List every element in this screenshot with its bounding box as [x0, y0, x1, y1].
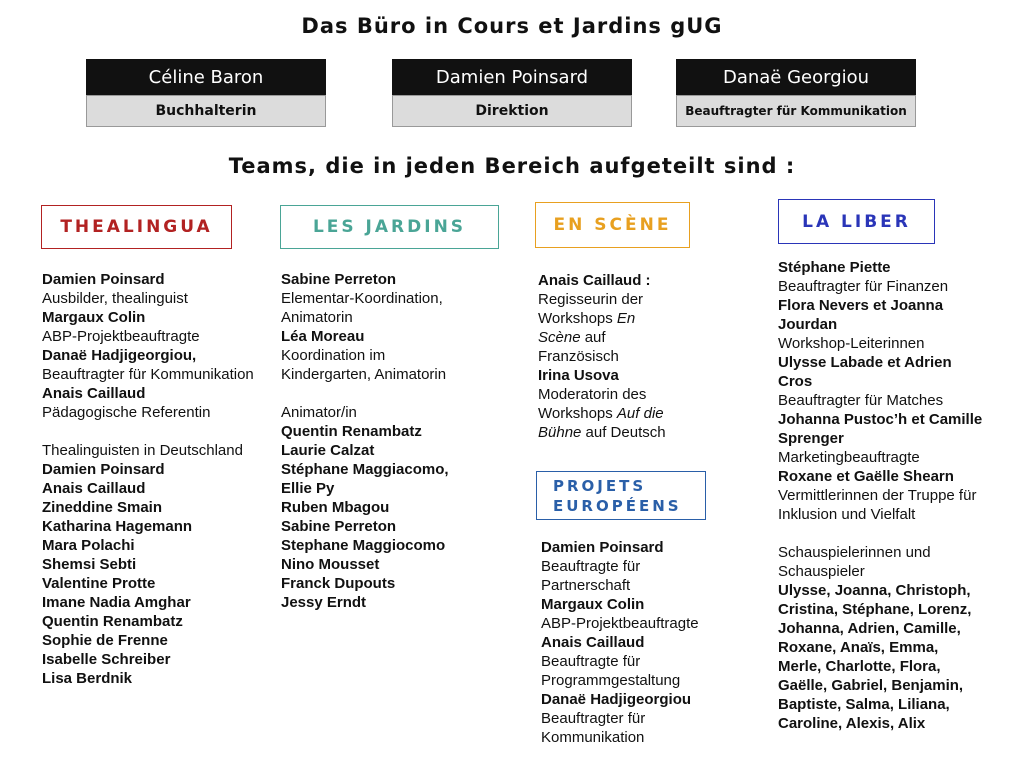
- scene-line: [538, 328, 666, 347]
- member-role: Kindergarten, Animatorin: [281, 366, 447, 383]
- member-name: Ulysse Labade et Adrien: [778, 354, 952, 371]
- member-name: Flora Nevers et Joanna: [778, 297, 944, 314]
- member-name: Katharina Hagemann: [42, 518, 193, 535]
- member-name: Anais Caillaud: [541, 634, 645, 651]
- member-role: Beauftragter für Finanzen: [778, 278, 949, 295]
- member-role: Schauspielerinnen und: [778, 544, 931, 561]
- member-role: Ausbilder, thealinguist: [42, 290, 188, 307]
- member-name: Ulysse, Joanna, Christoph,: [778, 582, 971, 599]
- scene-line: [538, 271, 666, 290]
- card-danae-georgiou: [676, 59, 916, 127]
- scene-line: [538, 309, 666, 328]
- member-role: Programmgestaltung: [541, 672, 681, 689]
- member-name: Ruben Mbagou: [281, 499, 390, 516]
- liber-members: [778, 258, 982, 733]
- member-name: Roxane et Gaëlle Shearn: [778, 468, 954, 485]
- scene-text: Scène: [538, 329, 581, 346]
- scene-text: Irina Usova: [538, 367, 619, 384]
- member-role: Pädagogische Referentin: [42, 404, 211, 421]
- member-name: Sophie de Frenne: [42, 632, 168, 649]
- scene-line: [538, 385, 666, 404]
- member-name: Roxane, Anaïs, Emma,: [778, 639, 939, 656]
- team-label-line: EUROPÉENS: [553, 496, 682, 515]
- member-name: Danaë Hadjigeorgiou: [541, 691, 692, 708]
- member-name: Danaë Hadjigeorgiou,: [42, 347, 197, 364]
- scene-text: Anais Caillaud :: [538, 272, 651, 289]
- member-role: Koordination im: [281, 347, 386, 364]
- team-box-les-jardins: LES JARDINS: [280, 205, 499, 249]
- member-name: Jessy Erndt: [281, 594, 367, 611]
- spacer: [42, 422, 254, 441]
- team-box-en-scene: EN SCÈNE: [535, 202, 690, 248]
- scene-text: Workshops: [538, 405, 617, 422]
- member-role: Beauftragter für Matches: [778, 392, 944, 409]
- card-role: Beauftragter für Kommunikation: [676, 95, 916, 127]
- member-name: Lisa Berdnik: [42, 670, 133, 687]
- card-name: Céline Baron: [86, 59, 326, 95]
- member-name: Johanna Pustoc’h et Camille: [778, 411, 983, 428]
- scene-members: [538, 271, 666, 442]
- team-box-thealingua: THEALINGUA: [41, 205, 232, 249]
- member-name: Anais Caillaud: [42, 385, 146, 402]
- member-name: Caroline, Alexis, Alix: [778, 715, 926, 732]
- team-label-line: PROJETS: [553, 476, 647, 495]
- member-name: Sprenger: [778, 430, 844, 447]
- member-name: Shemsi Sebti: [42, 556, 137, 573]
- member-name: Isabelle Schreiber: [42, 651, 171, 668]
- member-name: Jourdan: [778, 316, 838, 333]
- member-name: Stéphane Maggiacomo,: [281, 461, 449, 478]
- member-role: Thealinguisten in Deutschland: [42, 442, 243, 459]
- member-name: Sabine Perreton: [281, 271, 397, 288]
- page-title: Das Büro in Cours et Jardins gUG: [301, 14, 723, 38]
- member-role: Beauftragter für Kommunikation: [42, 366, 254, 383]
- scene-text: Workshops: [538, 310, 617, 327]
- member-role: Kommunikation: [541, 729, 645, 746]
- member-role: Inklusion und Vielfalt: [778, 506, 916, 523]
- member-name: Gaëlle, Gabriel, Benjamin,: [778, 677, 964, 694]
- member-role: Marketingbeauftragte: [778, 449, 920, 466]
- scene-line: [538, 290, 666, 309]
- member-name: Damien Poinsard: [541, 539, 664, 556]
- member-role: ABP-Projektbeauftragte: [42, 328, 200, 345]
- member-name: Imane Nadia Amghar: [42, 594, 191, 611]
- member-name: Margaux Colin: [42, 309, 146, 326]
- card-name: Damien Poinsard: [392, 59, 632, 95]
- card-role: Buchhalterin: [86, 95, 326, 127]
- spacer: [778, 524, 982, 543]
- member-name: Mara Polachi: [42, 537, 135, 554]
- card-name: Danaë Georgiou: [676, 59, 916, 95]
- member-name: Léa Moreau: [281, 328, 365, 345]
- member-name: Baptiste, Salma, Liliana,: [778, 696, 950, 713]
- card-damien-poinsard: [392, 59, 632, 127]
- member-name: Stéphane Piette: [778, 259, 891, 276]
- member-name: Margaux Colin: [541, 596, 645, 613]
- member-name: Quentin Renambatz: [281, 423, 422, 440]
- member-name: Valentine Protte: [42, 575, 156, 592]
- member-name: Cros: [778, 373, 813, 390]
- member-name: Anais Caillaud: [42, 480, 146, 497]
- member-name: Cristina, Stéphane, Lorenz,: [778, 601, 972, 618]
- member-name: Damien Poinsard: [42, 461, 165, 478]
- scene-text: Regisseurin der: [538, 291, 644, 308]
- card-celine-baron: [86, 59, 326, 127]
- member-role: Animatorin: [281, 309, 353, 326]
- member-name: Damien Poinsard: [42, 271, 165, 288]
- member-role: Vermittlerinnen der Truppe für: [778, 487, 977, 504]
- member-name: Sabine Perreton: [281, 518, 397, 535]
- member-name: Quentin Renambatz: [42, 613, 183, 630]
- member-name: Zineddine Smain: [42, 499, 163, 516]
- card-role: Direktion: [392, 95, 632, 127]
- team-box-projets-europeens: [536, 471, 706, 520]
- member-role: Partnerschaft: [541, 577, 631, 594]
- member-name: Nino Mousset: [281, 556, 380, 573]
- scene-line: [538, 404, 666, 423]
- scene-text: auf: [580, 329, 606, 346]
- member-role: Beauftragte für: [541, 653, 641, 670]
- scene-text: En: [616, 310, 636, 327]
- scene-line: [538, 423, 666, 442]
- projets-members: [541, 538, 699, 747]
- member-role: Beauftragter für: [541, 710, 646, 727]
- team-box-la-liber: LA LIBER: [778, 199, 935, 244]
- member-name: Laurie Calzat: [281, 442, 375, 459]
- scene-line: [538, 366, 666, 385]
- spacer: [281, 384, 449, 403]
- member-name: Franck Dupouts: [281, 575, 396, 592]
- scene-line: [538, 347, 666, 366]
- member-role: Beauftragte für: [541, 558, 641, 575]
- member-role: ABP-Projektbeauftragte: [541, 615, 699, 632]
- scene-text: Französisch: [538, 348, 619, 365]
- member-role: Animator/in: [281, 404, 357, 421]
- member-role: Elementar-Koordination,: [281, 290, 443, 307]
- member-role: Schauspieler: [778, 563, 865, 580]
- member-name: Stephane Maggiocomo: [281, 537, 446, 554]
- scene-text: auf Deutsch: [581, 424, 666, 441]
- member-name: Johanna, Adrien, Camille,: [778, 620, 961, 637]
- jardins-members: [281, 270, 449, 612]
- member-role: Workshop-Leiterinnen: [778, 335, 925, 352]
- member-name: Ellie Py: [281, 480, 335, 497]
- teams-heading: Teams, die in jeden Bereich aufgeteilt sind :: [228, 154, 796, 178]
- thealingua-members: [42, 270, 254, 688]
- member-name: Merle, Charlotte, Flora,: [778, 658, 941, 675]
- scene-text: Auf die: [616, 405, 664, 422]
- scene-text: Moderatorin des: [538, 386, 647, 403]
- scene-text: Bühne: [538, 424, 582, 441]
